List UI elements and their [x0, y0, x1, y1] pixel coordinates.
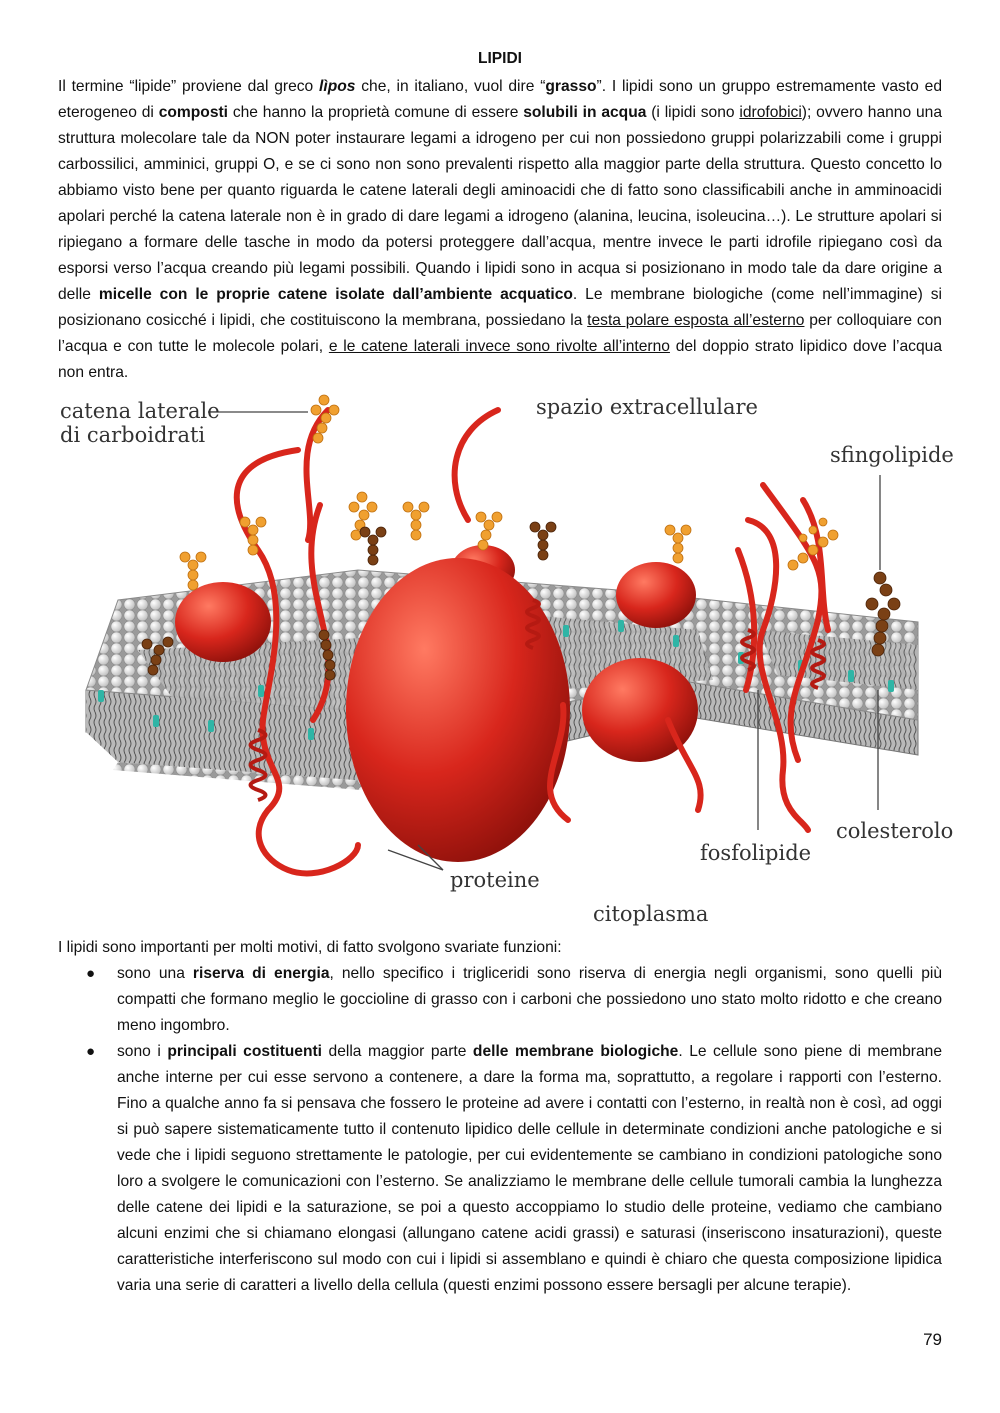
functions-list	[58, 961, 942, 1299]
label-cytoplasm: citoplasma	[593, 902, 709, 926]
intro-text: per colloquiare con l’acqua e con tutte le molecole polari,	[58, 312, 942, 355]
intro-text: che, in italiano, vuol dire “	[355, 78, 546, 95]
label-carbohydrate-line-1: catena laterale	[60, 399, 220, 423]
bullet-bold: delle membrane biologiche	[472, 1043, 679, 1060]
term-idrofobici: idrofobici	[739, 104, 802, 121]
cell-membrane-diagram	[58, 390, 958, 930]
functions-lead: I lipidi sono importanti per molti motivi, di fatto svolgono svariate funzioni:	[58, 939, 562, 956]
intro-text: che hanno la proprietà comune di essere	[228, 104, 524, 121]
label-cholesterol: colesterolo	[836, 819, 954, 843]
intro-text: Il termine “lipide” proviene dal greco	[58, 78, 320, 95]
intro-text: (i lipidi sono	[646, 104, 740, 121]
label-extracellular-space: spazio extracellulare	[536, 395, 758, 419]
bullet-bold: riserva di energia	[192, 965, 330, 982]
intro-paragraph	[58, 74, 942, 386]
intro-text: ”. I lipidi sono un gruppo estremamente vasto ed eterogeneo di	[58, 78, 942, 121]
page-title: LIPIDI	[478, 50, 522, 67]
term-catene-laterali: e le catene laterali invece sono rivolte all’interno	[328, 338, 670, 355]
page-number: 79	[923, 1330, 942, 1349]
intro-text: . Le membrane biologiche (come nell’immagine) si posizionano cosicché i lipidi, che costituiscono la membrana, possiedano la	[58, 286, 942, 329]
label-phospholipid: fosfolipide	[700, 841, 812, 865]
term-solubili: solubili in acqua	[523, 104, 647, 121]
label-proteins: proteine	[450, 868, 540, 892]
label-carbohydrate-line-2: di carboidrati	[60, 423, 206, 447]
term-grasso: grasso	[545, 78, 597, 95]
bullet-icon: ●	[86, 965, 96, 982]
bullet-text: , nello specifico i trigliceridi sono riserva di energia negli organismi, sono quelli più compatti che formano meglio le goccioline di grasso con i carboni che possiedono uno stato molto ridotto e che creano meno ingombro.	[117, 965, 942, 1034]
intro-text: del doppio strato lipidico dove l’acqua non entra.	[58, 338, 942, 381]
list-item	[58, 1039, 942, 1299]
bullet-icon: ●	[86, 1043, 96, 1060]
term-composti: composti	[158, 104, 229, 121]
label-sphingolipid: sfingolipide	[830, 443, 954, 467]
bullet-text: . Le cellule sono piene di membrane anche interne per cui esse servono a contenere, a dare la forma ma, soprattutto, a regolare i rapporti con l’esterno. Fino a qualche anno fa si pensava che fossero le proteine ad avere i contatti con l’esterno, in realtà non è così, ad oggi si può sapere sistematicamente tutto il contenuto lipidico delle cellule in determinate condizioni anche patologiche e si vede che i lipidi seguono strettamente le patologie, per cui evidentemente se cambiano in condizioni patologiche sono loro a svolgere le comunicazioni con l’esterno. Se analizziamo le membrane delle cellule tumorali cambia la lunghezza delle catene dei lipidi e la saturazione, se poi a questo accoppiamo lo studio delle proteine, vediamo che cambiano alcuni enzimi che si chiamano elongasi (allungano catene acidi grassi) e saturasi (inseriscono insaturazioni), queste caratteristiche interferiscono sul modo con cui i lipidi si assemblano e quindi è chiaro che questa composizione lipidica varia una serie di caratteri a livello della cellula (questi enzimi possono essere bersagli per alcune terapie).	[117, 1043, 942, 1294]
intro-text: ); ovvero hanno una struttura molecolare tale da NON poter instaurare legami a idrogeno per cui non possiedono gruppi polarizzabili come i gruppi carbossilici, amminici, gruppi O, e se ci sono non sono prevalenti rispetto alla maggior parte della struttura. Questo concetto lo abbiamo visto bene per quanto riguarda le catene laterali degli aminoacidi che di fatto sono classificabili anche in amminoacidi apolari perché la catena laterale non è in grado di dare legami a idrogeno (alanina, leucina, isoleucina…). Le strutture apolari si ripiegano a formare delle tasche in modo da potersi proteggere dall’acqua, mentre invece le parti idrofile ripiegano così da esporsi verso l’acqua creando più legami possibili. Quando i lipidi sono in acqua si posizionano in modo tale da dare origine a delle	[58, 104, 942, 303]
bullet-text: sono una	[117, 965, 193, 982]
term-lipos: lìpos	[319, 78, 356, 95]
bullet-text: sono i	[117, 1043, 168, 1060]
list-item	[58, 961, 942, 1039]
term-micelle: micelle con le proprie catene isolate dall’ambiente acquatico	[98, 286, 573, 303]
term-testa-polare: testa polare esposta all’esterno	[587, 312, 805, 329]
bullet-text: della maggior parte	[322, 1043, 473, 1060]
bullet-bold: principali costituenti	[167, 1043, 323, 1060]
